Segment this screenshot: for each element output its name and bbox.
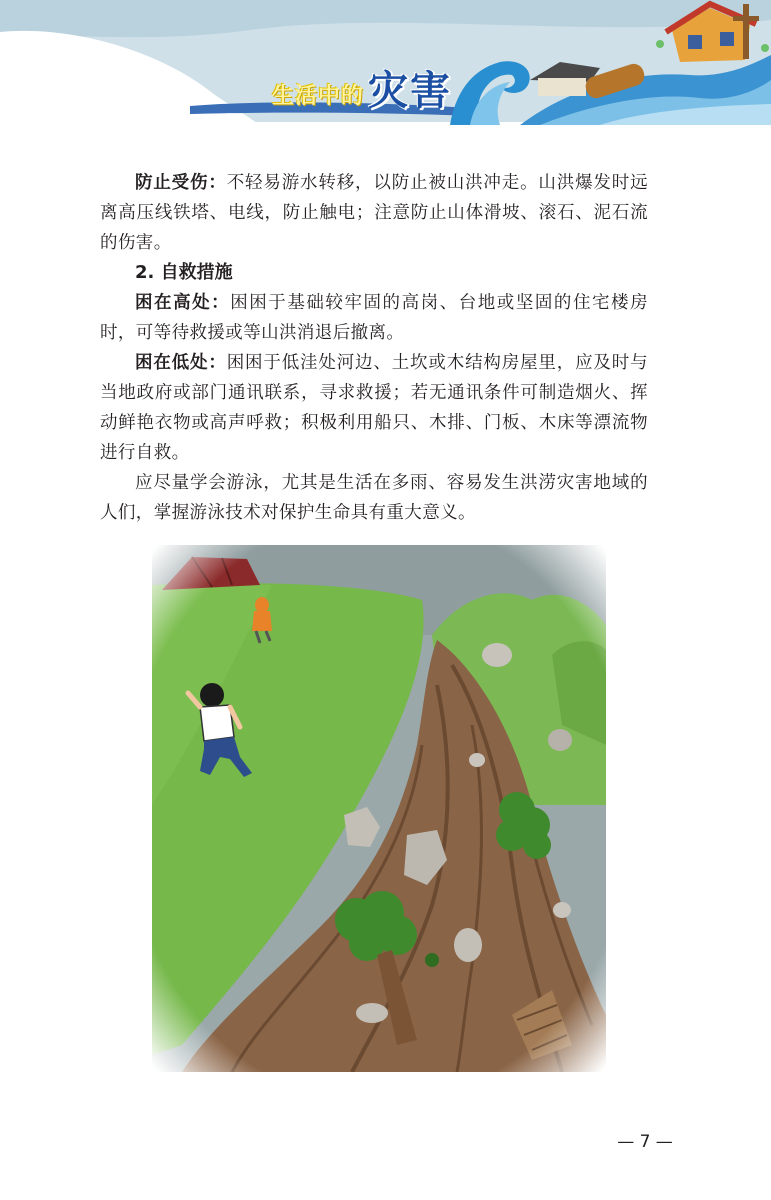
paragraph-lead: 防止受伤：	[135, 173, 227, 193]
section-heading: 2. 自救措施	[135, 262, 233, 283]
paragraph-lead: 困在高处：	[135, 293, 231, 313]
paragraph-lead: 困在低处：	[135, 353, 227, 373]
article-body	[100, 168, 648, 528]
header-title-small: 生活中的	[272, 84, 365, 109]
paragraph-learn-swimming	[100, 468, 648, 528]
paragraph-text: 困困于低洼处河边、土坎或木结构房屋里，应及时与当地政府或部门通讯联系，寻求救援；若无通讯条件可制造烟火、挥动鲜艳衣物或高声呼救；积极利用船只、木排、门板、木床等漂流物进行自救。	[100, 353, 648, 463]
paragraph-prevent-injury	[100, 168, 648, 258]
page-number: — 7 —	[617, 1132, 673, 1152]
landslide-illustration	[152, 545, 606, 1072]
header-title-big: 灾害	[368, 68, 453, 114]
paragraph-text: 困困于基础较牢固的高岗、台地或坚固的住宅楼房时，可等待救援或等山洪消退后撤离。	[100, 293, 648, 343]
paragraph-text: 不轻易游水转移，以防止被山洪冲走。山洪爆发时远离高压线铁塔、电线，防止触电；注意防止山体滑坡、滚石、泥石流的伤害。	[100, 173, 648, 253]
header-title	[272, 66, 452, 116]
paragraph-trapped-low	[100, 348, 648, 468]
paragraph-trapped-high	[100, 288, 648, 348]
header-banner	[0, 0, 771, 125]
paragraph-text: 应尽量学会游泳，尤其是生活在多雨、容易发生洪涝灾害地域的人们，掌握游泳技术对保护生命具有重大意义。	[100, 473, 648, 523]
landslide-scene	[152, 545, 606, 1072]
